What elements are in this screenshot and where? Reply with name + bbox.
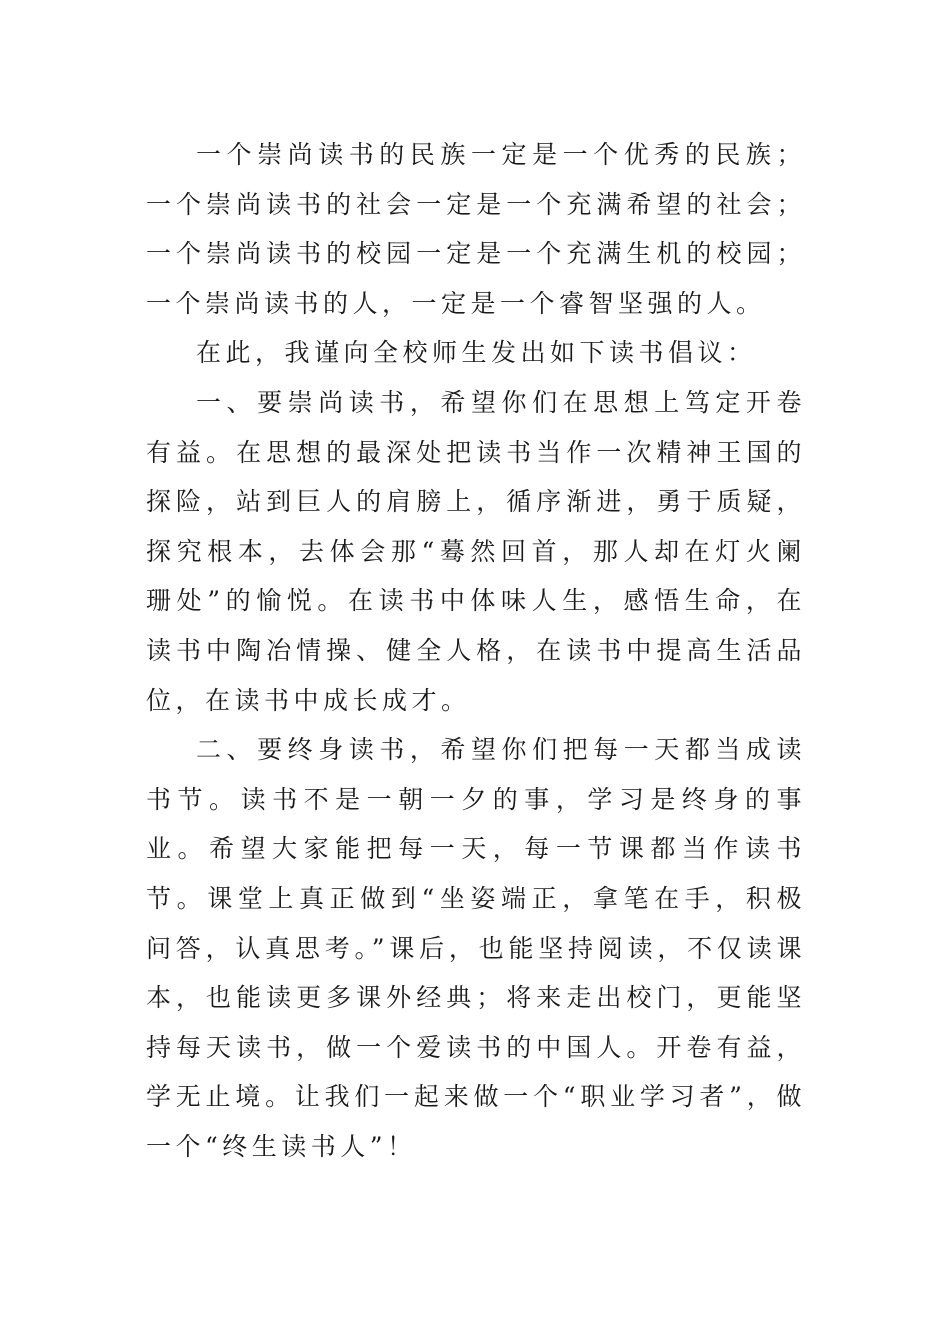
- paragraph-proposal-intro: 在此，我谨向全校师生发出如下读书倡议：: [196, 338, 757, 368]
- paragraph-reading-nation: 一个崇尚读书的民族一定是一个优秀的民族；一个崇尚读书的社会一定是一个充满希望的社会；一个崇尚读书的校园一定是一个充满生机的校园；一个崇尚读书的人，一定是一个睿智坚强的人。: [146, 140, 806, 318]
- paragraph-proposal-one: 一、要崇尚读书，希望你们在思想上笃定开卷有益。在思想的最深处把读书当作一次精神王国的探险，站到巨人的肩膀上，循序渐进，勇于质疑，探究根本，去体会那“蓦然回首，那人却在灯火阑珊处”的愉悦。在读书中体味人生，感悟生命，在读书中陶冶情操、健全人格，在读书中提高生活品位，在读书中成长成才。: [146, 387, 806, 715]
- document-body: [146, 130, 806, 1171]
- paragraph-proposal-two: 二、要终身读书，希望你们把每一天都当成读书节。读书不是一朝一夕的事，学习是终身的事业。希望大家能把每一天，每一节课都当作读书节。课堂上真正做到“坐姿端正，拿笔在手，积极问答，认真思考。”课后，也能坚持阅读，不仅读课本，也能读更多课外经典；将来走出校门，更能坚持每天读书，做一个爱读书的中国人。开卷有益，学无止境。让我们一起来做一个“职业学习者”，做一个“终生读书人”！: [146, 735, 806, 1161]
